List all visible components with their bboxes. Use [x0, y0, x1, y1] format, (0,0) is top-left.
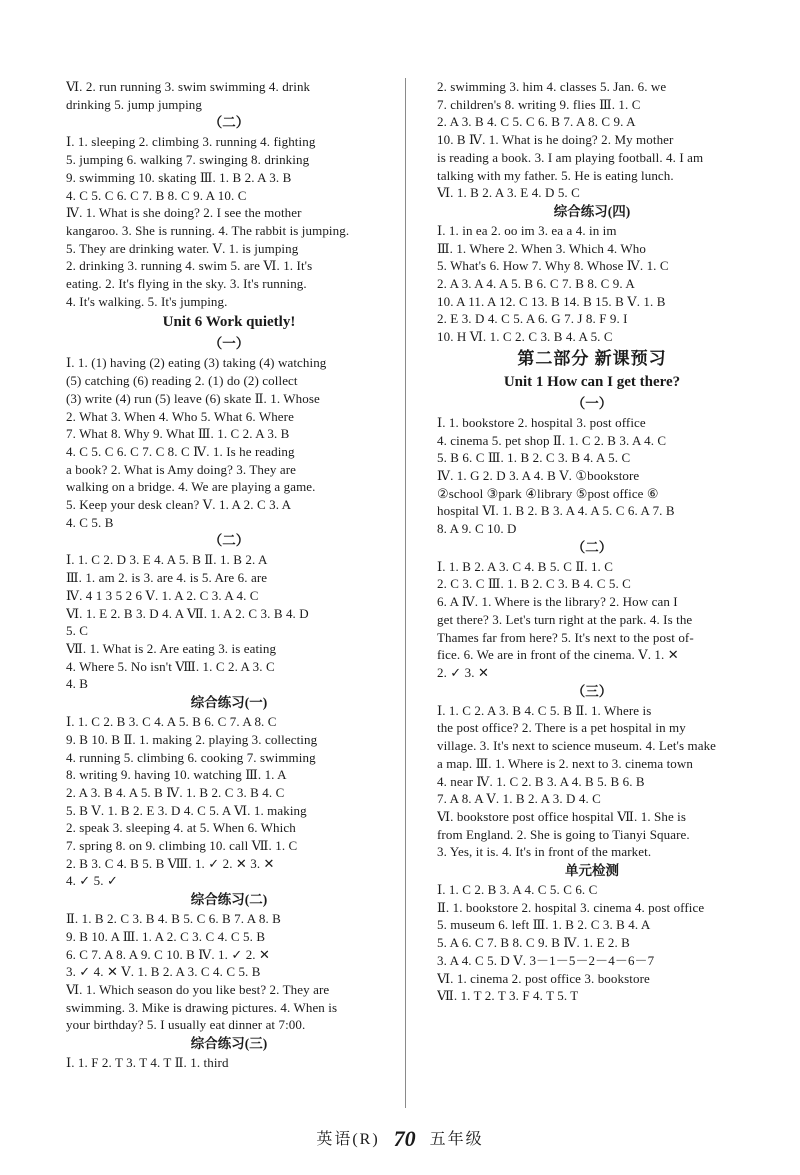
section-heading: （三） [571, 683, 613, 699]
answer-line: 7. A 8. A Ⅴ. 1. B 2. A 3. D 4. C [437, 791, 601, 807]
answer-line: 10. B Ⅳ. 1. What is he doing? 2. My mother [437, 132, 674, 148]
answer-line: 3. A 4. C 5. D Ⅴ. 3－1－5－2－4－6－7 [437, 952, 655, 968]
answer-line: 2. A 3. A 4. A 5. B 6. C 7. B 8. C 9. A [437, 276, 635, 292]
answer-line: talking with my father. 5. He is eating lunch. [437, 167, 674, 183]
answer-line: (3) write (4) run (5) leave (6) skate Ⅱ. 1. Whose [66, 390, 320, 406]
answer-line: 9. swimming 10. skating Ⅲ. 1. B 2. A 3. B [66, 169, 292, 185]
answer-line: 7. children's 8. writing 9. flies Ⅲ. 1. C [437, 96, 641, 112]
answer-line: 2. speak 3. sleeping 4. at 5. When 6. Which [66, 820, 296, 836]
section-heading: （二） [208, 533, 250, 549]
section-heading: （一） [571, 395, 613, 411]
section-heading: 综合练习(一) [190, 695, 268, 711]
answer-line: 4. running 5. climbing 6. cooking 7. swimming [66, 749, 316, 765]
section-heading: （一） [208, 336, 250, 352]
answer-line: 2. ✓ 3. ✕ [437, 664, 489, 680]
answer-line: Ⅰ. 1. C 2. A 3. B 4. C 5. B Ⅱ. 1. Where is [437, 702, 652, 718]
answer-line: (5) catching (6) reading 2. (1) do (2) collect [66, 373, 298, 389]
section-heading: 综合练习(二) [190, 892, 268, 908]
answer-line: village. 3. It's next to science museum. 4. Let's make [437, 738, 717, 754]
answer-line: 2. swimming 3. him 4. classes 5. Jan. 6. we [437, 79, 667, 94]
answer-line: fice. 6. We are in front of the cinema. Ⅴ. 1. ✕ [437, 647, 679, 663]
answer-line: is reading a book. 3. I am playing football. 4. I am [437, 149, 704, 165]
answer-line: ②school ③park ④library ⑤post office ⑥ [437, 485, 659, 501]
answer-line: 4. Where 5. No isn't Ⅷ. 1. C 2. A 3. C [66, 658, 275, 674]
section-heading: （二） [571, 539, 613, 555]
answer-line: swimming. 3. Mike is drawing pictures. 4. When is [66, 999, 338, 1015]
answer-line: 2. A 3. B 4. A 5. B Ⅳ. 1. B 2. C 3. B 4. C [66, 784, 285, 800]
answer-line: Ⅶ. 1. What is 2. Are eating 3. is eating [66, 640, 277, 656]
answer-line: Ⅶ. 1. T 2. T 3. F 4. T 5. T [437, 988, 579, 1004]
answer-line: Ⅳ. 4 1 3 5 2 6 Ⅴ. 1. A 2. C 3. A 4. C [66, 587, 259, 603]
unit-title: Unit 6 Work quietly! [162, 314, 296, 331]
answer-line: 5. C [66, 623, 89, 639]
answer-line: 5. B 6. C Ⅲ. 1. B 2. C 3. B 4. A 5. C [437, 450, 631, 466]
answer-line: 10. H Ⅵ. 1. C 2. C 3. B 4. A 5. C [437, 329, 613, 345]
answer-line: walking on a bridge. 4. We are playing a game. [66, 479, 316, 495]
answer-line: Ⅳ. 1. G 2. D 3. A 4. B Ⅴ. ①bookstore [437, 467, 640, 483]
answer-line: 2. E 3. D 4. C 5. A 6. G 7. J 8. F 9. I [437, 311, 628, 327]
answer-line: from England. 2. She is going to Tianyi Square. [437, 826, 690, 842]
answer-line: the post office? 2. There is a pet hospital in my [437, 720, 686, 736]
answer-line: 5. What's 6. How 7. Why 8. Whose Ⅳ. 1. C [437, 258, 669, 274]
answer-line: Ⅰ. 1. F 2. T 3. T 4. T Ⅱ. 1. third [66, 1055, 229, 1071]
answer-line: Ⅳ. 1. What is she doing? 2. I see the mother [66, 205, 302, 221]
column-divider [405, 78, 406, 1108]
answer-line: 2. B 3. C 4. B 5. B Ⅷ. 1. ✓ 2. ✕ 3. ✕ [66, 855, 275, 871]
answer-line: 10. A 11. A 12. C 13. B 14. B 15. B Ⅴ. 1. B [437, 293, 666, 309]
answer-line: 4. near Ⅳ. 1. C 2. B 3. A 4. B 5. B 6. B [437, 773, 645, 789]
answer-line: hospital Ⅵ. 1. B 2. B 3. A 4. A 5. C 6. A 7. B [437, 503, 675, 519]
answer-line: 8. A 9. C 10. D [437, 521, 517, 537]
answer-line: 9. B 10. A Ⅲ. 1. A 2. C 3. C 4. C 5. B [66, 928, 266, 944]
answer-line: 4. B [66, 676, 89, 692]
answer-line: Ⅱ. 1. bookstore 2. hospital 3. cinema 4. post office [437, 899, 705, 915]
answer-line: 6. C 7. A 8. A 9. C 10. B Ⅳ. 1. ✓ 2. ✕ [66, 946, 270, 962]
left-column [66, 78, 392, 1072]
answer-line: 4. cinema 5. pet shop Ⅱ. 1. C 2. B 3. A 4. C [437, 432, 667, 448]
answer-line: Ⅵ. 1. cinema 2. post office 3. bookstore [437, 970, 650, 986]
answer-line: eating. 2. It's flying in the sky. 3. It's running. [66, 276, 307, 292]
section-heading: （二） [208, 115, 250, 131]
answer-line: Ⅰ. 1. C 2. B 3. C 4. A 5. B 6. C 7. A 8. C [66, 714, 277, 730]
answer-line: Ⅰ. 1. bookstore 2. hospital 3. post office [437, 414, 646, 430]
answer-line: 2. C 3. C Ⅲ. 1. B 2. C 3. B 4. C 5. C [437, 576, 631, 592]
answer-line: Ⅵ. 1. Which season do you like best? 2. They are [66, 981, 330, 997]
section-heading: 综合练习(四) [553, 203, 631, 219]
answer-line: 4. C 5. B [66, 514, 114, 530]
answer-line: 7. spring 8. on 9. climbing 10. call Ⅶ. 1. C [66, 838, 298, 854]
answer-line: 5. B Ⅴ. 1. B 2. E 3. D 4. C 5. A Ⅵ. 1. making [66, 802, 307, 818]
answer-line: 5. A 6. C 7. B 8. C 9. B Ⅳ. 1. E 2. B [437, 935, 630, 951]
part-title: 第二部分 新课预习 [517, 348, 667, 368]
answer-line: 5. museum 6. left Ⅲ. 1. B 2. C 3. B 4. A [437, 917, 651, 933]
answer-line: Ⅰ. 1. (1) having (2) eating (3) taking (4) watching [66, 355, 327, 371]
section-heading: 综合练习(三) [190, 1036, 268, 1052]
answer-line: Ⅵ. 1. E 2. B 3. D 4. A Ⅶ. 1. A 2. C 3. B 4. D [66, 605, 309, 621]
answer-line: Ⅰ. 1. B 2. A 3. C 4. B 5. C Ⅱ. 1. C [437, 558, 614, 574]
answer-line: Ⅰ. 1. C 2. B 3. A 4. C 5. C 6. C [437, 882, 598, 898]
answer-line: Ⅱ. 1. B 2. C 3. B 4. B 5. C 6. B 7. A 8. B [66, 911, 281, 927]
answer-line: kangaroo. 3. She is running. 4. The rabbit is jumping. [66, 222, 350, 238]
answer-line: drinking 5. jump jumping [66, 96, 203, 112]
page-footer [0, 1127, 800, 1152]
answer-line: 2. What 3. When 4. Who 5. What 6. Where [66, 408, 294, 424]
answer-line: 4. It's walking. 5. It's jumping. [66, 293, 228, 309]
answer-line: 4. C 5. C 6. C 7. C 8. C Ⅳ. 1. Is he reading [66, 443, 295, 459]
answer-line: Ⅰ. 1. C 2. D 3. E 4. A 5. B Ⅱ. 1. B 2. A [66, 552, 268, 568]
answer-line: Thames far from here? 5. It's next to the post of- [437, 629, 694, 645]
section-heading: 单元检测 [565, 863, 619, 879]
answer-line: Ⅲ. 1. am 2. is 3. are 4. is 5. Are 6. are [66, 570, 268, 586]
footer-subject: 英语(R) [316, 1131, 380, 1148]
answer-line: Ⅵ. bookstore post office hospital Ⅶ. 1. She is [437, 808, 687, 824]
answer-line: a map. Ⅲ. 1. Where is 2. next to 3. cinema town [437, 755, 693, 771]
page-number: 70 [393, 1126, 416, 1151]
answer-line: a book? 2. What is Amy doing? 3. They are [66, 461, 296, 477]
answer-line: 2. A 3. B 4. C 5. C 6. B 7. A 8. C 9. A [437, 114, 636, 130]
answer-line: 5. Keep your desk clean? Ⅴ. 1. A 2. C 3. A [66, 497, 292, 513]
answer-line: Ⅵ. 1. B 2. A 3. E 4. D 5. C [437, 185, 580, 201]
answer-line: 6. A Ⅳ. 1. Where is the library? 2. How can I [437, 594, 678, 610]
answer-line: Ⅵ. 2. run running 3. swim swimming 4. drink [66, 79, 311, 94]
right-column [437, 78, 747, 1005]
unit-title: Unit 1 How can I get there? [503, 373, 681, 390]
answer-line: 4. ✓ 5. ✓ [66, 873, 118, 889]
answer-line: 9. B 10. B Ⅱ. 1. making 2. playing 3. collecting [66, 731, 318, 747]
answer-line: 2. drinking 3. running 4. swim 5. are Ⅵ. 1. It's [66, 258, 313, 274]
answer-line: 7. What 8. Why 9. What Ⅲ. 1. C 2. A 3. B [66, 426, 290, 442]
answer-line: 3. ✓ 4. ✕ Ⅴ. 1. B 2. A 3. C 4. C 5. B [66, 964, 261, 980]
answer-line: 5. jumping 6. walking 7. swinging 8. drinking [66, 152, 310, 168]
answer-line: Ⅰ. 1. in ea 2. oo im 3. ea a 4. in im [437, 222, 617, 238]
answer-line: Ⅰ. 1. sleeping 2. climbing 3. running 4. fighting [66, 134, 316, 150]
answer-line: your birthday? 5. I usually eat dinner at 7:00. [66, 1017, 306, 1033]
answer-line: get there? 3. Let's turn right at the park. 4. Is the [437, 611, 693, 627]
answer-line: Ⅲ. 1. Where 2. When 3. Which 4. Who [437, 240, 646, 256]
footer-grade: 五年级 [429, 1131, 484, 1148]
answer-line: 4. C 5. C 6. C 7. B 8. C 9. A 10. C [66, 187, 247, 203]
answer-line: 8. writing 9. having 10. watching Ⅲ. 1. A [66, 767, 287, 783]
answer-line: 3. Yes, it is. 4. It's in front of the market. [437, 844, 652, 860]
answer-line: 5. They are drinking water. Ⅴ. 1. is jumping [66, 240, 299, 256]
